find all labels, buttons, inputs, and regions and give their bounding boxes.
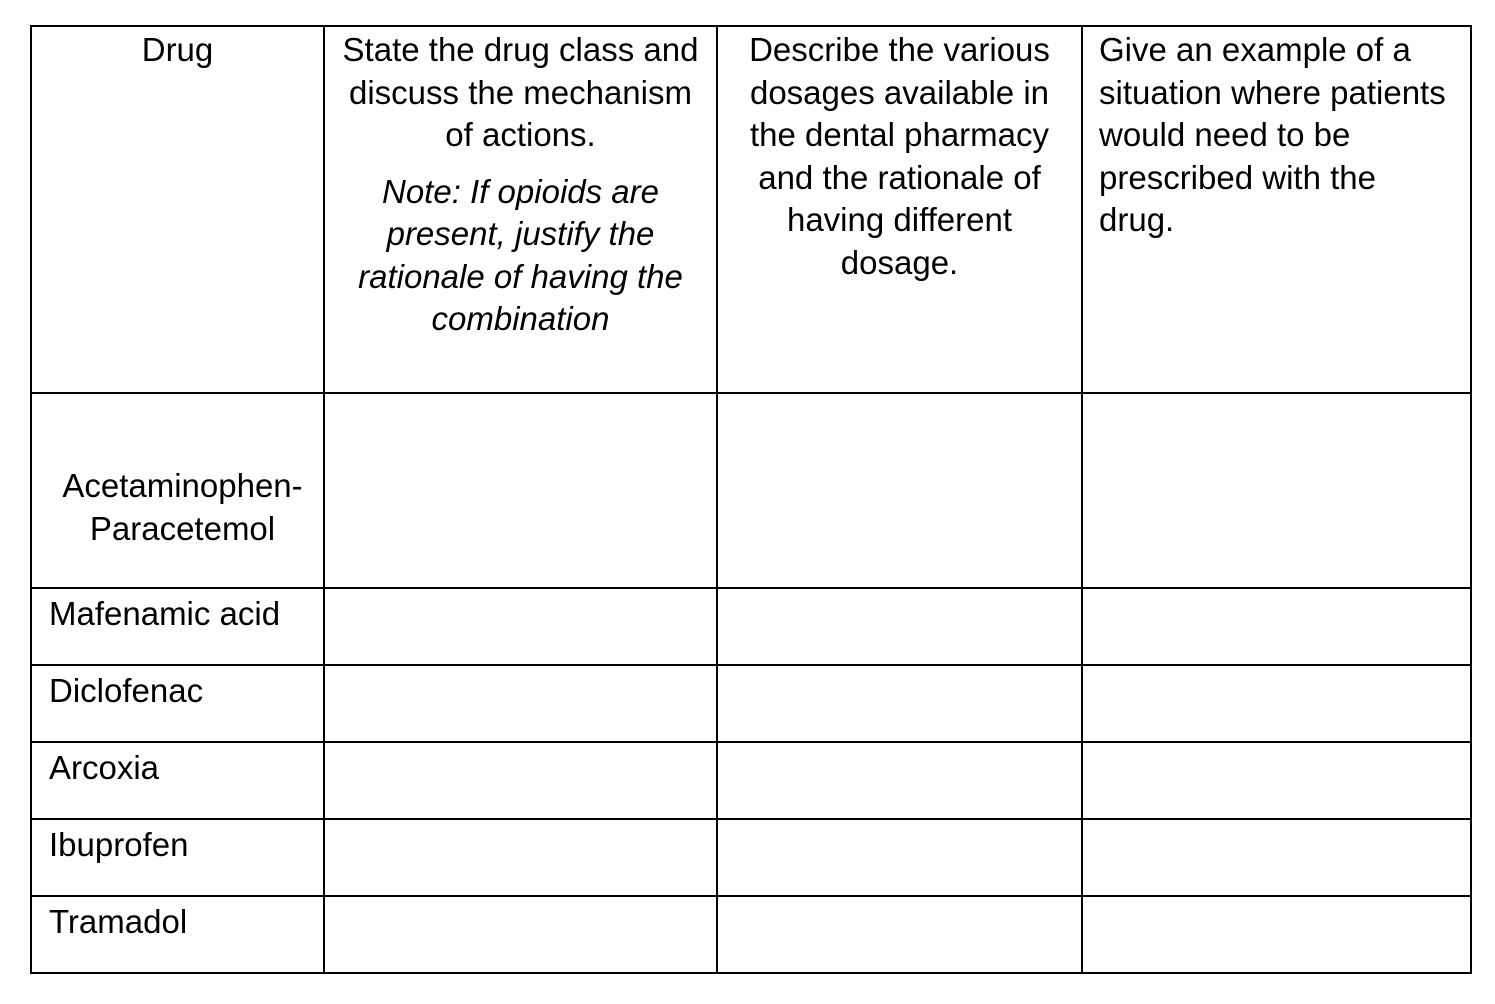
header-drug-class-note: Note: If opioids are present, justify the rationale of having the combination [358,172,683,337]
header-drug-class-label: State the drug class and discuss the mechanism of actions. [342,31,699,153]
table-header-row [31,26,1471,393]
table-row [31,742,1471,819]
drug-class-answer-cell[interactable] [324,665,717,742]
header-drug-class [324,26,717,393]
dosages-answer-cell[interactable] [717,393,1082,588]
example-answer-cell[interactable] [1082,742,1471,819]
header-drug-label: Drug [141,31,214,68]
dosages-answer-cell[interactable] [717,742,1082,819]
drug-label: Diclofenac [49,672,204,709]
table-row [31,588,1471,665]
drug-class-answer-cell[interactable] [324,896,717,973]
drug-worksheet-table [30,25,1472,974]
drug-cell [31,588,324,665]
example-answer-cell[interactable] [1082,819,1471,896]
drug-cell [31,665,324,742]
header-example-label: Give an example of a situation where patients would need to be prescribed with the drug. [1099,31,1446,238]
header-example [1082,26,1471,393]
drug-class-answer-cell[interactable] [324,742,717,819]
dosages-answer-cell[interactable] [717,665,1082,742]
table-row [31,665,1471,742]
drug-cell [31,393,324,588]
drug-label: Acetaminophen-Paracetemol [62,467,303,547]
drug-label: Tramadol [49,903,188,940]
header-drug [31,26,324,393]
example-answer-cell[interactable] [1082,665,1471,742]
example-answer-cell[interactable] [1082,896,1471,973]
table-row [31,393,1471,588]
dosages-answer-cell[interactable] [717,588,1082,665]
header-dosages [717,26,1082,393]
drug-cell [31,896,324,973]
example-answer-cell[interactable] [1082,393,1471,588]
drug-label: Arcoxia [49,749,160,786]
drug-class-answer-cell[interactable] [324,393,717,588]
drug-class-answer-cell[interactable] [324,588,717,665]
drug-label: Ibuprofen [49,826,189,863]
example-answer-cell[interactable] [1082,588,1471,665]
header-dosages-label: Describe the various dosages available in the dental pharmacy and the rationale of having different dosage. [749,31,1050,281]
dosages-answer-cell[interactable] [717,819,1082,896]
drug-label: Mafenamic acid [49,595,281,632]
drug-cell [31,742,324,819]
drug-class-answer-cell[interactable] [324,819,717,896]
table-row [31,819,1471,896]
table-row [31,896,1471,973]
dosages-answer-cell[interactable] [717,896,1082,973]
drug-cell [31,819,324,896]
